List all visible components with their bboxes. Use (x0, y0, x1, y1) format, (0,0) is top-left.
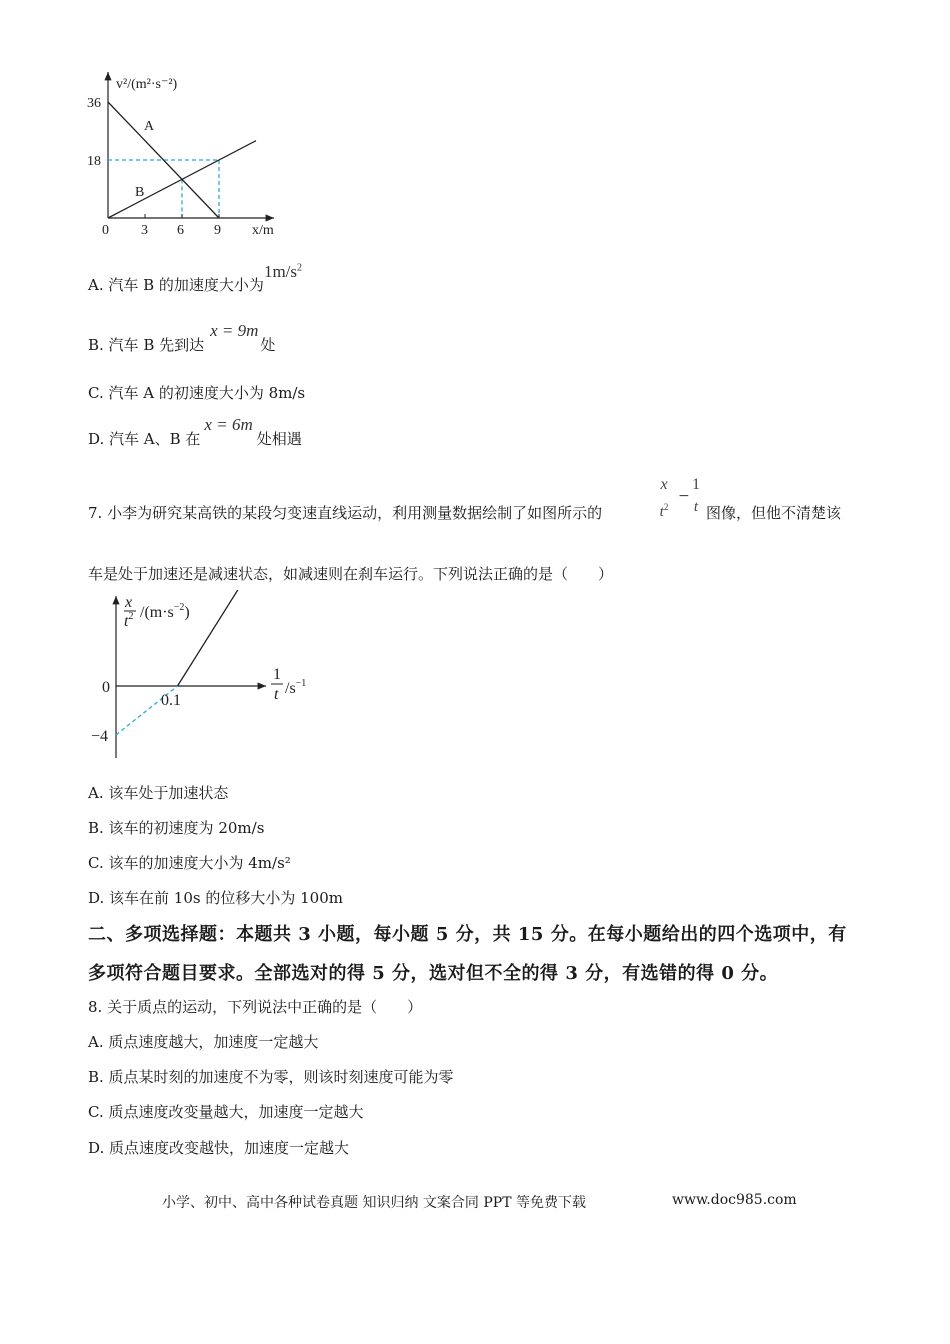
q7-frac1-den (656, 494, 672, 525)
y-tick-18: 18 (87, 154, 101, 169)
q6-option-d-text: D. 汽车 A、B 在 (88, 430, 201, 448)
x-tick-0-1: 0.1 (161, 692, 181, 709)
q7-stem-line1-text: 7. 小李为研究某高铁的某段匀变速直线运动，利用测量数据绘制了如图所示的 (88, 504, 603, 522)
q7-frac2-den: t (693, 499, 699, 515)
q8-option-b: B. 质点某时刻的加速度不为零，则该时刻速度可能为零 (88, 1068, 454, 1086)
q6-option-a-sup: 2 (297, 262, 302, 274)
footer-text: 小学、初中、高中各种试卷真题 知识归纳 文案合同 PPT 等免费下载 (162, 1195, 586, 1211)
q7-option-b: B. 该车的初速度为 20m/s (88, 819, 265, 837)
footer-url: www.doc985.com (672, 1192, 797, 1208)
x-axis-label-unit: $/s^{-1}$ (285, 678, 307, 697)
q6-option-b-math: x = 9m (210, 321, 259, 340)
q7-frac1-num: x (660, 476, 668, 493)
series-label-a: A (144, 119, 155, 134)
q8-option-a: A. 质点速度越大，加速度一定越大 (88, 1033, 319, 1051)
q6-option-a (88, 262, 302, 295)
q6-option-c: C. 汽车 A 的初速度大小为 8m/s (88, 384, 306, 402)
x-tick-0: 0 (102, 223, 109, 238)
q6-option-d-post: 处相遇 (256, 430, 302, 448)
series-line-B (108, 141, 256, 218)
y-axis-label: v²/(m²·s⁻²) (116, 77, 178, 92)
q6-option-b-text: B. 汽车 B 先到达 (88, 336, 205, 354)
x-axis-label: x/m (252, 223, 274, 238)
series-label-b: B (135, 185, 145, 200)
y-tick-0: 0 (102, 679, 110, 696)
q7-frac1-den-sup: 2 (663, 502, 669, 512)
q7-stem-line2: 车是处于加速还是减速状态，如减速则在刹车运行。下列说法正确的是（ ） (88, 565, 614, 583)
q8-option-c: C. 质点速度改变量越大，加速度一定越大 (88, 1103, 364, 1121)
q6-option-a-text: A. 汽车 B 的加速度大小为 (88, 276, 264, 294)
q6-option-d-math: x = 6m (204, 415, 253, 434)
q7-option-d: D. 该车在前 10s 的位移大小为 100m (88, 889, 343, 907)
y-tick-minus-4: −4 (91, 728, 109, 745)
q7-option-a: A. 该车处于加速状态 (88, 784, 229, 802)
q6-option-d (88, 415, 302, 449)
q7-fraction-dash: − (678, 488, 690, 504)
q7-frac2-num: 1 (692, 476, 700, 493)
q8-stem: 8. 关于质点的运动，下列说法中正确的是（ ） (88, 998, 423, 1016)
q7-stem-line1-post: 图像，但他不清楚该 (706, 504, 842, 522)
x-axis-label-num: 1 (273, 666, 281, 683)
q6-option-a-unit: 1m/s (263, 262, 297, 281)
q7-fraction-x-t2 (656, 476, 672, 525)
x-tick-3: 3 (141, 223, 148, 238)
graph-v2-x (84, 66, 284, 242)
section-heading-line1: 二、多项选择题：本题共 3 小题，每小题 5 分，共 15 分。在每小题给出的四个选项中，有 (88, 924, 847, 945)
q8-option-d: D. 质点速度改变越快，加速度一定越大 (88, 1139, 350, 1157)
q6-option-a-math (264, 262, 302, 281)
y-axis-label-num: x (125, 594, 133, 611)
graph-x-t2-vs-1-t (84, 590, 324, 762)
q6-option-b (88, 321, 276, 355)
y-tick-36: 36 (87, 96, 101, 111)
y-axis-label-unit: $/(m\cdot s^{-2})$ (140, 602, 190, 621)
x-axis-label-den: t (274, 686, 279, 703)
section-heading-line2: 多项符合题目要求。全部选对的得 5 分，选对但不全的得 3 分，有选错的得 0 分。 (88, 963, 779, 984)
q7-frac1-den-t: t (659, 504, 664, 520)
q7-option-c: C. 该车的加速度大小为 4m/s² (88, 854, 291, 872)
x-tick-9: 9 (214, 223, 221, 238)
y-axis-label-den: $t^2$ (124, 611, 134, 630)
q6-option-b-post: 处 (260, 336, 276, 354)
x-tick-6: 6 (177, 223, 184, 238)
q7-fraction-1-t (690, 476, 702, 520)
